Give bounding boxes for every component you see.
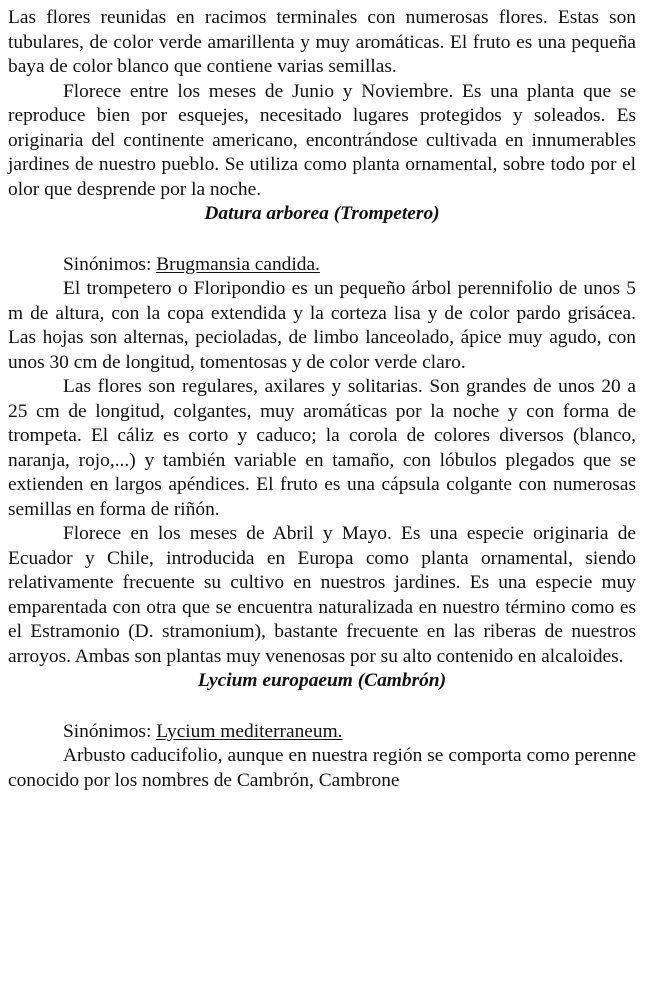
datura-synonyms-label: Sinónimos: bbox=[63, 253, 157, 275]
intro-paragraph-2: Florece entre los meses de Junio y Noviembre. Es una planta que se reproduce bien por esquejes, necesitado lugares protegidos y soleados. Es originaria del continente americano, encontrándose cultivada en innumerables jardines de nuestro pueblo. Se utiliza como planta ornamental, sobre todo por el olor que desprende por la noche. bbox=[8, 80, 636, 200]
document-page bbox=[8, 6, 636, 793]
datura-paragraph-3: Florece en los meses de Abril y Mayo. Es una especie originaria de Ecuador y Chile, introducida en Europa como planta ornamental, siendo relativamente frecuente su cultivo en nuestros jardines. Es una especie muy emparentada con otra que se encuentra naturalizada en nuestro término como es el Estramonio (D. stramonium), bastante frecuente en las riberas de nuestros arroyos. Ambas son plantas muy venenosas por su alto contenido en alcaloides. bbox=[8, 523, 636, 667]
lycium-heading: Lycium europaeum (Cambrón) bbox=[197, 670, 447, 691]
intro-paragraph-1: Las flores reunidas en racimos terminales con numerosas flores. Estas son tubulares, de color verde amarillenta y muy aromáticas. El fruto es una pequeña baya de color blanco que contiene varias semillas. bbox=[8, 7, 636, 77]
lycium-synonyms-label: Sinónimos: bbox=[63, 720, 157, 742]
datura-paragraph-2: Las flores son regulares, axilares y solitarias. Son grandes de unos 20 a 25 cm de longitud, colgantes, muy aromáticas por la noche y con forma de trompeta. El cáliz es corto y caduco; la corola de colores diversos (blanco, naranja, rojo,...) y también variable en tamaño, con lóbulos plegados que se extienden en largos apéndices. El fruto es una cápsula colgante con numerosas semillas en forma de riñón. bbox=[8, 376, 636, 520]
lycium-paragraph-1: Arbusto caducifolio, aunque en nuestra región se comporta como perenne conocido por los nombres de Cambrón, Cambrone bbox=[8, 745, 636, 791]
datura-heading: Datura arborea (Trompetero) bbox=[204, 203, 440, 224]
datura-synonyms bbox=[8, 253, 636, 278]
lycium-synonyms-value: Lycium mediterraneum. bbox=[156, 720, 343, 742]
datura-synonyms-value: Brugmansia candida. bbox=[156, 253, 320, 275]
datura-paragraph-1: El trompetero o Floripondio es un pequeño árbol perennifolio de unos 5 m de altura, con la copa extendida y la corteza lisa y de color pardo grisácea. Las hojas son alternas, pecioladas, de limbo lanceolado, ápice muy agudo, con unos 30 cm de longitud, tomentosas y de color verde claro. bbox=[8, 278, 636, 373]
lycium-synonyms bbox=[8, 720, 636, 745]
